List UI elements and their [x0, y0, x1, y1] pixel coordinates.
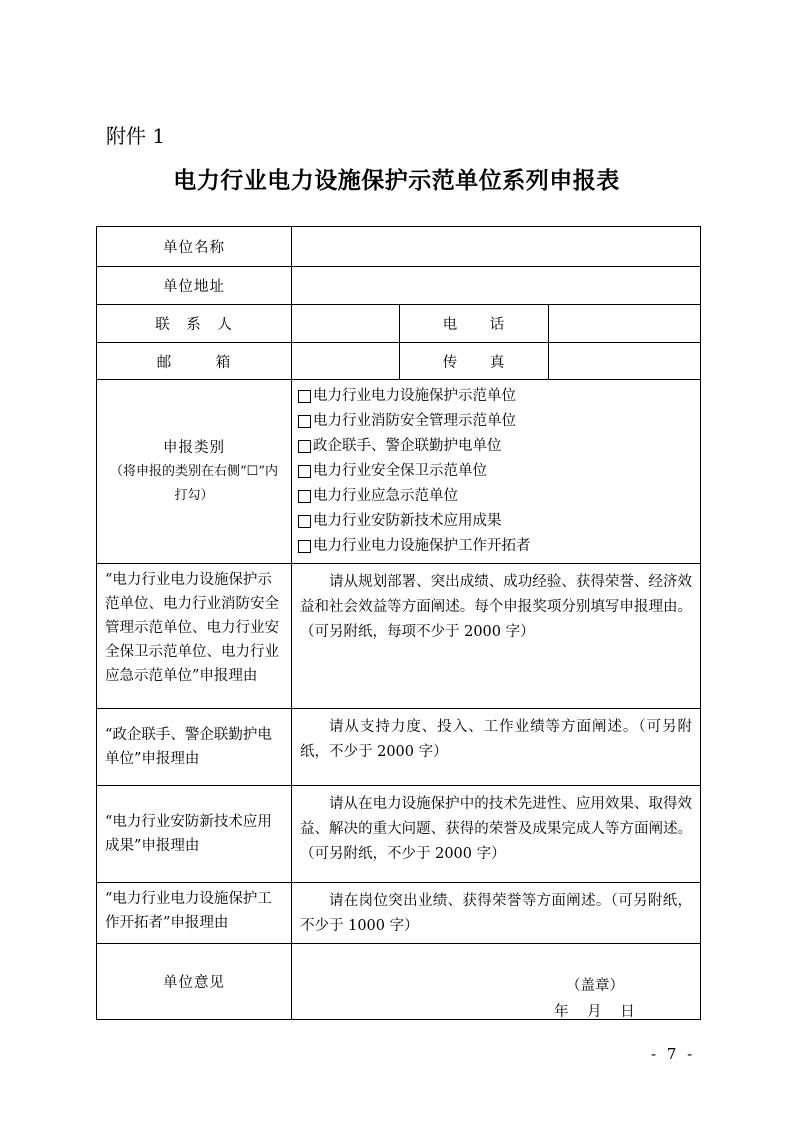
reason-label-police-enterprise: “政企联手、警企联勤护电单位”申报理由: [97, 709, 292, 786]
attachment-label: 附件 1: [106, 124, 166, 148]
seal-text: （盖章）: [566, 978, 624, 994]
checkbox[interactable]: [298, 515, 311, 528]
category-item: 政企联手、警企联勤护电单位: [298, 434, 694, 459]
category-item: 电力行业安防新技术应用成果: [298, 509, 694, 534]
checkbox[interactable]: [298, 440, 311, 453]
reason-label-demo-units: “电力行业电力设施保护示范单位、电力行业消防安全管理示范单位、电力行业安全保卫示范单位、电力行业应急示范单位”申报理由: [97, 564, 292, 709]
unit-name-label: 单位名称: [97, 227, 292, 267]
application-form-table: [96, 226, 701, 1020]
fax-field[interactable]: [549, 343, 701, 380]
contact-field[interactable]: [292, 305, 400, 343]
checkbox[interactable]: [298, 415, 311, 428]
phone-field[interactable]: [549, 305, 701, 343]
checkbox[interactable]: [298, 390, 311, 403]
category-label-cell: [97, 380, 292, 564]
email-field[interactable]: [292, 343, 400, 380]
category-item: 电力行业电力设施保护工作开拓者: [298, 534, 694, 559]
opinion-field[interactable]: [292, 944, 701, 1020]
reason-label-pioneer: “电力行业电力设施保护工作开拓者”申报理由: [97, 883, 292, 944]
category-list: [292, 380, 701, 564]
page-title: 电力行业电力设施保护示范单位系列申报表: [173, 168, 620, 194]
reason-label-new-tech: “电力行业安防新技术应用成果”申报理由: [97, 786, 292, 883]
reason-desc-police-enterprise[interactable]: 请从支持力度、投入、工作业绩等方面阐述。（可另附纸，不少于 2000 字）: [292, 709, 701, 786]
reason-desc-pioneer[interactable]: 请在岗位突出业绩、获得荣誉等方面阐述。（可另附纸，不少于 1000 字）: [292, 883, 701, 944]
category-item: 电力行业安全保卫示范单位: [298, 459, 694, 484]
date-text: 年 月 日: [554, 1004, 635, 1020]
phone-label: 电 话: [400, 305, 549, 343]
page-number: - 7 -: [651, 1045, 696, 1063]
category-item: 电力行业电力设施保护示范单位: [298, 384, 694, 409]
fax-label: 传 真: [400, 343, 549, 380]
checkbox[interactable]: [298, 490, 311, 503]
category-label: 申报类别: [163, 439, 225, 456]
contact-label: 联 系 人: [97, 305, 292, 343]
email-label: 邮 箱: [97, 343, 292, 380]
checkbox[interactable]: [298, 465, 311, 478]
opinion-label: 单位意见: [97, 944, 292, 1020]
category-note: （将申报的类别在右侧“☐”内打勾）: [110, 463, 278, 503]
unit-address-label: 单位地址: [97, 267, 292, 305]
unit-name-field[interactable]: [292, 227, 701, 267]
checkbox[interactable]: [298, 540, 311, 553]
reason-desc-new-tech[interactable]: 请从在电力设施保护中的技术先进性、应用效果、取得效益、解决的重大问题、获得的荣誉及成果完成人等方面阐述。（可另附纸，不少于 2000 字）: [292, 786, 701, 883]
reason-desc-demo-units[interactable]: 请从规划部署、突出成绩、成功经验、获得荣誉、经济效益和社会效益等方面阐述。每个申报奖项分别填写申报理由。（可另附纸，每项不少于 2000 字）: [292, 564, 701, 709]
category-item: 电力行业应急示范单位: [298, 484, 694, 509]
category-item: 电力行业消防安全管理示范单位: [298, 409, 694, 434]
unit-address-field[interactable]: [292, 267, 701, 305]
